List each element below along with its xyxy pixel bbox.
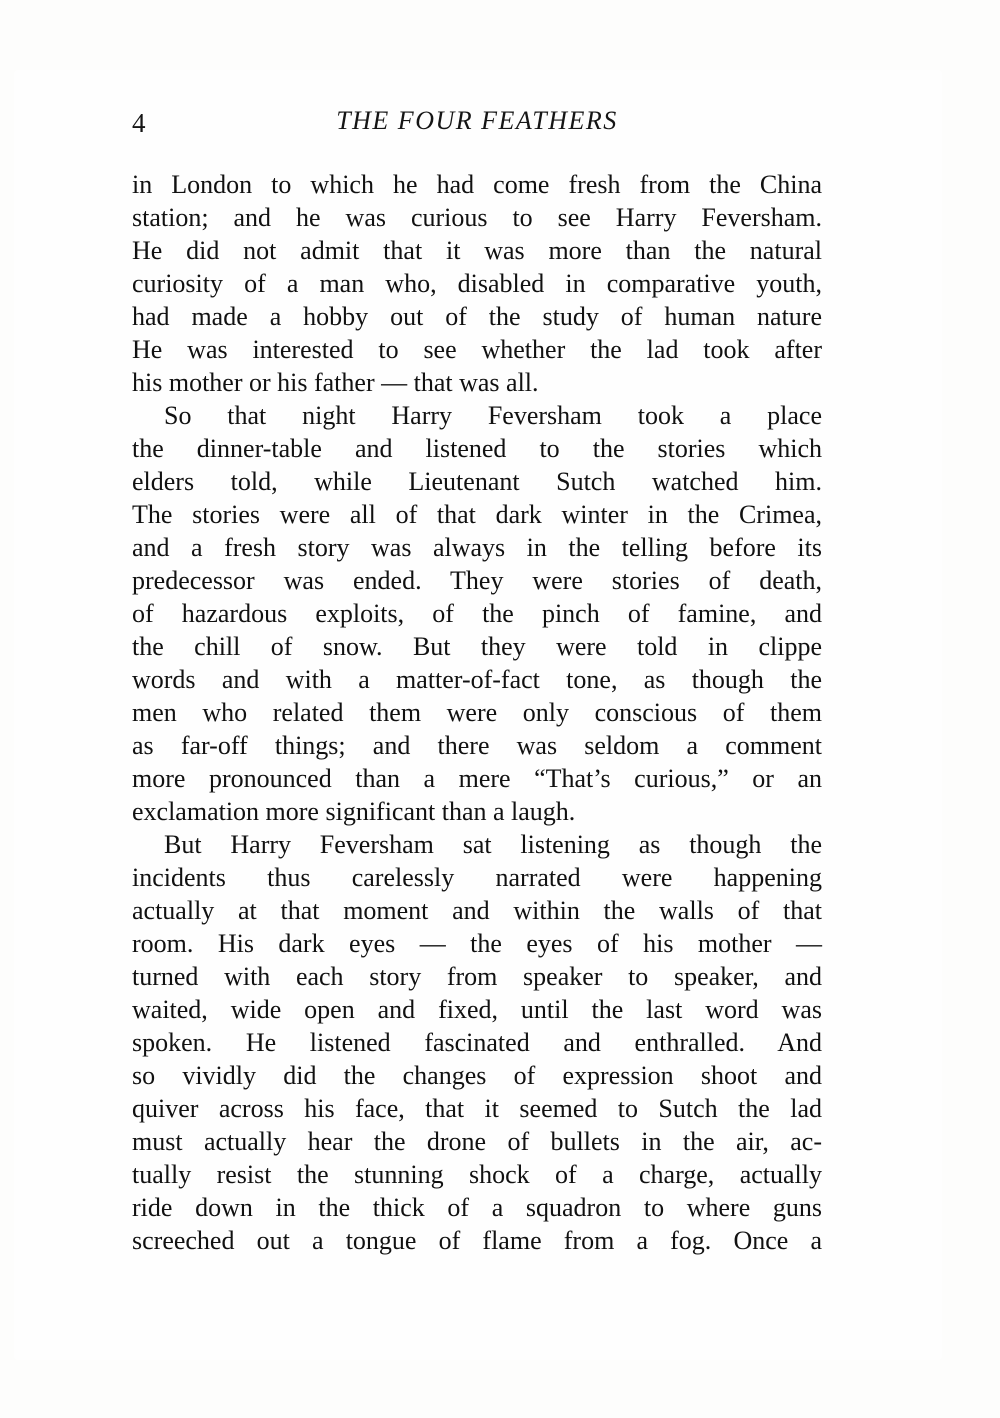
text-line: He did not admit that it was more than the natural (132, 236, 822, 265)
text-line: words and with a matter-of-fact tone, as though the (132, 665, 822, 694)
text-line: as far-off things; and there was seldom a comment (132, 731, 822, 760)
text-line: turned with each story from speaker to speaker, and (132, 962, 822, 991)
running-title: THE FOUR FEATHERS (336, 106, 618, 135)
text-line: had made a hobby out of the study of human nature (132, 302, 822, 331)
text-line: curiosity of a man who, disabled in comparative youth, (132, 269, 822, 298)
text-line: men who related them were only conscious of them (132, 698, 822, 727)
text-line: quiver across his face, that it seemed to Sutch the lad (132, 1094, 822, 1123)
text-line: more pronounced than a mere “That’s curious,” or an (132, 764, 822, 793)
text-line: The stories were all of that dark winter in the Crimea, (132, 500, 822, 529)
running-head (132, 102, 822, 142)
text-line: waited, wide open and fixed, until the last word was (132, 995, 822, 1024)
text-line: station; and he was curious to see Harry Feversham. (132, 203, 822, 232)
text-line: the dinner-table and listened to the stories which (132, 434, 822, 463)
text-line: elders told, while Lieutenant Sutch watched him. (132, 467, 822, 496)
text-line: He was interested to see whether the lad took after (132, 335, 822, 364)
text-line: the chill of snow. But they were told in clippe (132, 632, 822, 661)
text-line: of hazardous exploits, of the pinch of famine, and (132, 599, 822, 628)
text-line: predecessor was ended. They were stories of death, (132, 566, 822, 595)
body-text (132, 168, 822, 1257)
text-line: tually resist the stunning shock of a charge, actually (132, 1160, 822, 1189)
text-line: spoken. He listened fascinated and enthralled. And (132, 1028, 822, 1057)
text-line: exclamation more significant than a laugh. (132, 797, 576, 826)
text-line: must actually hear the drone of bullets in the air, ac- (132, 1127, 822, 1156)
text-line: and a fresh story was always in the telling before its (132, 533, 822, 562)
text-line: his mother or his father — that was all. (132, 368, 539, 397)
text-line: But Harry Feversham sat listening as though the (164, 830, 822, 859)
text-line: in London to which he had come fresh from the China (132, 170, 822, 199)
text-line: so vividly did the changes of expression shoot and (132, 1061, 822, 1090)
text-line: screeched out a tongue of flame from a fog. Once a (132, 1226, 822, 1255)
text-line: ride down in the thick of a squadron to where guns (132, 1193, 822, 1222)
text-line: room. His dark eyes — the eyes of his mother — (132, 929, 822, 958)
text-line: incidents thus carelessly narrated were happening (132, 863, 822, 892)
page-number: 4 (132, 108, 146, 138)
text-line: So that night Harry Feversham took a place (164, 401, 822, 430)
text-line: actually at that moment and within the walls of that (132, 896, 822, 925)
